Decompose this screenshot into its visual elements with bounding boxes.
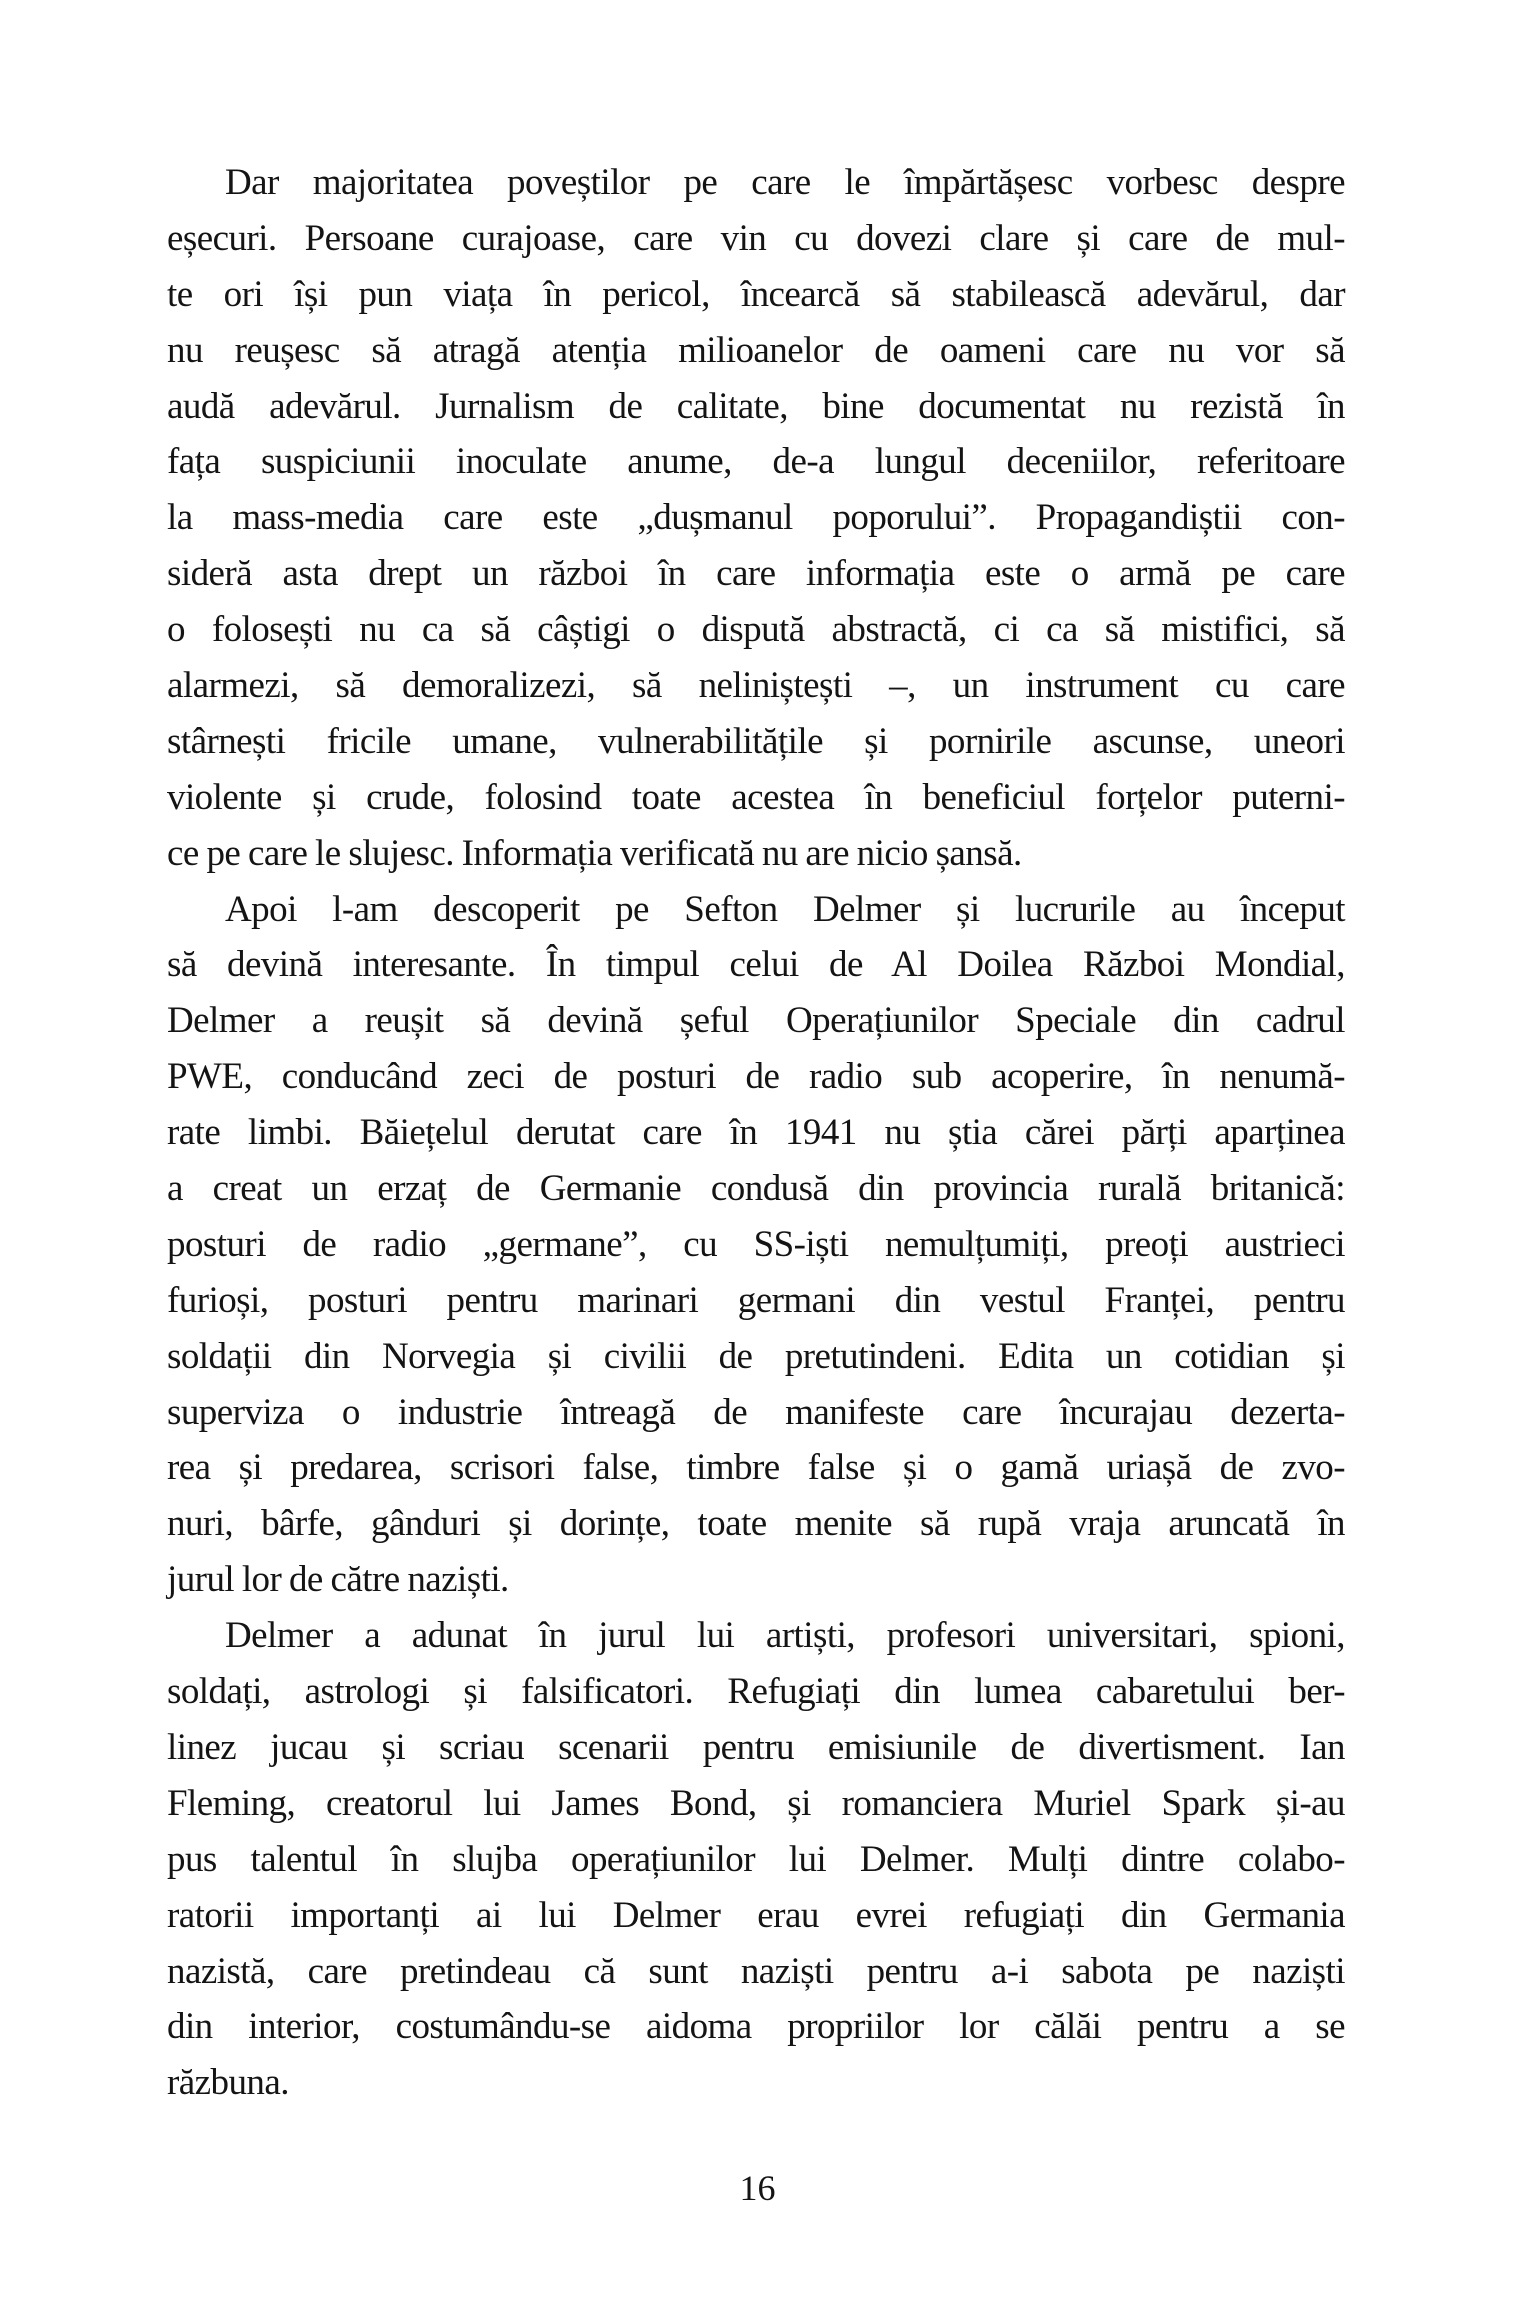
page-number: 16 (739, 2168, 776, 2208)
paragraph-1 (167, 155, 1345, 882)
text-line: sideră asta drept un război în care informația este o armă pe care (167, 553, 1345, 595)
text-line: nuri, bârfe, gânduri și dorințe, toate menite să rupă vraja aruncată în (167, 1503, 1345, 1545)
text-line: audă adevărul. Jurnalism de calitate, bine documentat nu rezistă în (167, 385, 1345, 427)
text-line: rate limbi. Băiețelul derutat care în 1941 nu știa cărei părți aparținea (167, 1112, 1345, 1154)
text-line: Delmer a reușit să devină șeful Operațiunilor Speciale din cadrul (167, 1000, 1345, 1042)
text-line: o folosești nu ca să câștigi o dispută abstractă, ci ca să mistifici, să (167, 609, 1345, 651)
text-line: soldați, astrologi și falsificatori. Refugiați din lumea cabaretului ber- (167, 1671, 1345, 1713)
text-line: jurul lor de către naziști. (167, 1559, 509, 1601)
text-line: superviza o industrie întreagă de manifeste care încurajau dezerta- (167, 1391, 1345, 1433)
text-line: nazistă, care pretindeau că sunt naziști pentru a-i sabota pe naziști (167, 1950, 1345, 1992)
text-line: posturi de radio „germane”, cu SS-iști nemulțumiți, preoți austrieci (167, 1223, 1345, 1265)
text-line: Fleming, creatorul lui James Bond, și romanciera Muriel Spark și-au (167, 1782, 1345, 1824)
text-line: rea și predarea, scrisori false, timbre false și o gamă uriașă de zvo- (167, 1447, 1345, 1489)
text-line: din interior, costumându-se aidoma propriilor lor călăi pentru a se (167, 2006, 1345, 2048)
text-line: soldații din Norvegia și civilii de pretutindeni. Edita un cotidian și (167, 1335, 1345, 1377)
text-line: eșecuri. Persoane curajoase, care vin cu dovezi clare și care de mul- (167, 217, 1345, 259)
text-line: a creat un erzaț de Germanie condusă din provincia rurală britanică: (167, 1168, 1345, 1210)
paragraph-2 (167, 882, 1345, 1609)
text-line: ratorii importanți ai lui Delmer erau evrei refugiați din Germania (167, 1894, 1345, 1936)
text-line: furioși, posturi pentru marinari germani din vestul Franței, pentru (167, 1279, 1345, 1321)
text-line: stârnești fricile umane, vulnerabilitățile și pornirile ascunse, uneori (167, 720, 1345, 762)
text-line: nu reușesc să atragă atenția milioanelor de oameni care nu vor să (167, 329, 1345, 371)
paragraph-3 (167, 1608, 1345, 2111)
text-line: Dar majoritatea poveștilor pe care le împărtășesc vorbesc despre (225, 162, 1345, 203)
text-line: ce pe care le slujesc. Informația verificată nu are nicio șansă. (167, 832, 1022, 874)
text-line: Delmer a adunat în jurul lui artiști, profesori universitari, spioni, (225, 1615, 1345, 1657)
text-line: alarmezi, să demoralizezi, să neliniștești –, un instrument cu care (167, 665, 1345, 707)
text-line: fața suspiciunii inoculate anume, de-a lungul deceniilor, referitoare (167, 441, 1345, 483)
text-line: te ori își pun viața în pericol, încearcă să stabilească adevărul, dar (167, 273, 1345, 315)
text-line: linez jucau și scriau scenarii pentru emisiunile de divertisment. Ian (167, 1726, 1345, 1768)
text-line: pus talentul în slujba operațiunilor lui Delmer. Mulți dintre colabo- (167, 1838, 1345, 1880)
text-line: răzbuna. (167, 2062, 289, 2104)
text-line: PWE, conducând zeci de posturi de radio sub acoperire, în nenumă- (167, 1056, 1345, 1098)
text-line: violente și crude, folosind toate acestea în beneficiul forțelor puterni- (167, 776, 1345, 818)
body-text (167, 155, 1345, 2111)
text-line: la mass-media care este „dușmanul poporului”. Propagandiștii con- (167, 497, 1345, 539)
text-line: să devină interesante. În timpul celui de Al Doilea Război Mondial, (167, 944, 1345, 986)
text-line: Apoi l-am descoperit pe Sefton Delmer și lucrurile au început (225, 888, 1345, 930)
